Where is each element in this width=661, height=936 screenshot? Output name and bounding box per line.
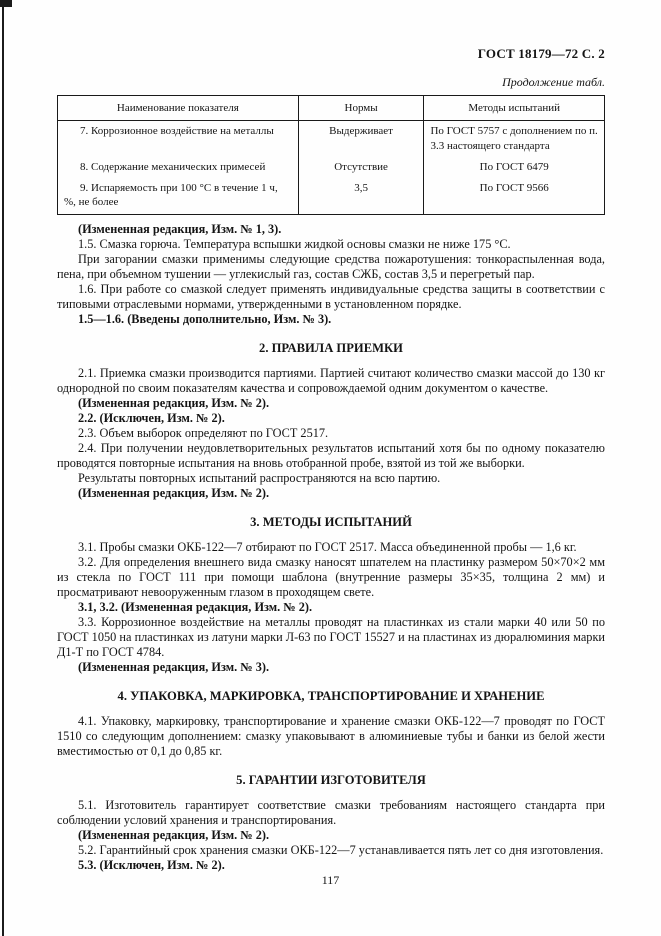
table-row (58, 121, 605, 157)
clause-4-1: 4.1. Упаковку, маркировку, транспортирование и хранение смазки ОКБ-122—7 проводят по ГОСТ 1510 со следующим дополнением: смазку упаковывают в алюминиевые тубы и банки из белой жести вместимостью от 0,1 до 0,85 кг. (57, 713, 605, 758)
column-header-norm: Нормы (298, 96, 424, 121)
clause-1-5: 1.5. Смазка горюча. Температура вспышки жидкой основы смазки не ниже 175 °С. (78, 236, 511, 251)
section-heading-4: 4. УПАКОВКА, МАРКИРОВКА, ТРАНСПОРТИРОВАНИЕ И ХРАНЕНИЕ (117, 688, 545, 703)
indicator-name-cell: 7. Коррозионное воздействие на металлы (58, 121, 299, 157)
section-heading-2: 2. ПРАВИЛА ПРИЕМКИ (259, 340, 403, 355)
clause-3-2: 3.2. Для определения внешнего вида смазку наносят шпателем на пластинку размером 50×70×2 мм из стекла по ГОСТ 111 при помощи шаблона (внутренние размеры 35×35, толщина 2 мм) и просматривают невооруженным глазом в проходящем свете. (57, 554, 605, 599)
table-header-row (58, 96, 605, 121)
method-cell: По ГОСТ 5757 с дополнением по п. 3.3 настоящего стандарта (424, 121, 605, 157)
amendment-note: (Измененная редакция, Изм. № 3). (78, 659, 270, 674)
specifications-table (57, 95, 605, 215)
page-number: 117 (321, 873, 340, 887)
amendment-note: (Измененная редакция, Изм. № 2). (78, 485, 270, 500)
clause-3-3: 3.3. Коррозионное воздействие на металлы проводят на пластинках из стали марки 40 или 50 по ГОСТ 1050 на пластинках из латуни марки Л-63 по ГОСТ 15527 и на пластинах из дюралюминия марки Д1-Т по ГОСТ 4784. (57, 614, 605, 659)
clause-5-2: 5.2. Гарантийный срок хранения смазки ОКБ-122—7 устанавливается пять лет со дня изготовления. (78, 842, 604, 857)
clause-2-4-continued: Результаты повторных испытаний распространяются на всю партию. (78, 470, 441, 485)
clause-5-1: 5.1. Изготовитель гарантирует соответствие смазки требованиям настоящего стандарта при соблюдении условий хранения и транспортирования. (57, 797, 605, 827)
document-header-ref: ГОСТ 18179—72 С. 2 (477, 46, 605, 61)
amendment-note: 1.5—1.6. (Введены дополнительно, Изм. № 3). (78, 311, 332, 326)
clause-1-5-continued: При загорании смазки применимы следующие средства пожаротушения: тонкораспыленная вода, пена, при объемном тушении — углекислый газ, состав СЖБ, состав 3,5 и перегретый пар. (57, 251, 605, 281)
clause-2-4: 2.4. При получении неудовлетворительных результатов испытаний хотя бы по одному показателю проводятся повторные испытания на вновь отобранной пробе, взятой из той же выборки. (57, 440, 605, 470)
scan-edge-line (2, 0, 4, 936)
clause-2-3: 2.3. Объем выборок определяют по ГОСТ 2517. (78, 425, 329, 440)
norm-cell: Выдерживает (298, 121, 424, 157)
clause-5-3: 5.3. (Исключен, Изм. № 2). (78, 857, 225, 872)
clause-1-6: 1.6. При работе со смазкой следует применять индивидуальные средства защиты в соответствии с типовыми отраслевыми нормами, утвержденными в установленном порядке. (57, 281, 605, 311)
table-row (58, 178, 605, 214)
table-row (58, 157, 605, 178)
document-body (57, 222, 605, 873)
norm-cell: Отсутствие (298, 157, 424, 178)
indicator-name-cell: 8. Содержание механических примесей (58, 157, 299, 178)
clause-2-2: 2.2. (Исключен, Изм. № 2). (78, 410, 225, 425)
norm-cell: 3,5 (298, 178, 424, 214)
column-header-method: Методы испытаний (424, 96, 605, 121)
column-header-name: Наименование показателя (58, 96, 299, 121)
method-cell: По ГОСТ 9566 (424, 178, 605, 214)
section-heading-5: 5. ГАРАНТИИ ИЗГОТОВИТЕЛЯ (236, 772, 426, 787)
amendment-note: (Измененная редакция, Изм. № 2). (78, 827, 270, 842)
amendment-note: (Измененная редакция, Изм. № 1, 3). (78, 221, 282, 236)
amendment-note: 3.1, 3.2. (Измененная редакция, Изм. № 2). (78, 599, 313, 614)
clause-3-1: 3.1. Пробы смазки ОКБ-122—7 отбирают по ГОСТ 2517. Масса объединенной пробы — 1,6 кг. (78, 539, 577, 554)
amendment-note: (Измененная редакция, Изм. № 2). (78, 395, 270, 410)
indicator-name-cell: 9. Испаряемость при 100 °С в течение 1 ч, %, не более (58, 178, 299, 214)
scan-corner-mark (0, 0, 12, 7)
table-continuation-note: Продолжение табл. (502, 75, 605, 89)
clause-2-1: 2.1. Приемка смазки производится партиями. Партией считают количество смазки массой до 130 кг однородной по своим показателям качества и сопровождаемой одним документом о качестве. (57, 365, 605, 395)
method-cell: По ГОСТ 6479 (424, 157, 605, 178)
section-heading-3: 3. МЕТОДЫ ИСПЫТАНИЙ (250, 514, 412, 529)
page-content (57, 46, 605, 873)
